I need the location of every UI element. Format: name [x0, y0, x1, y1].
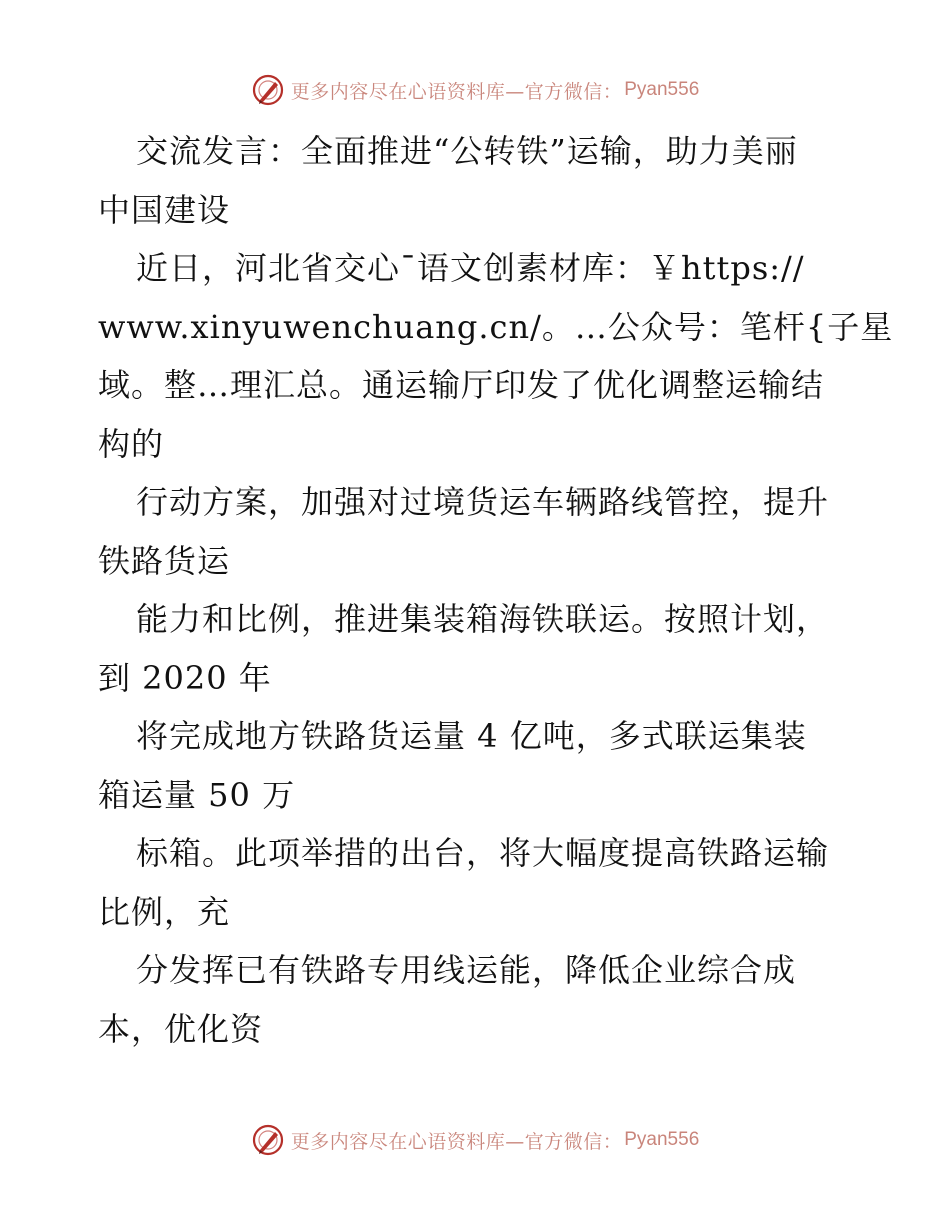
pen-circle-icon	[251, 73, 285, 107]
pen-circle-icon	[251, 1123, 285, 1157]
text-line: 到 2020 年	[98, 658, 272, 697]
text-line: 铁路货运	[98, 541, 231, 580]
text-line: 中国建设	[98, 190, 231, 229]
text-line: 能力和比例，推进集装箱海铁联运。按照计划，	[136, 600, 830, 638]
text-line: 箱运量 50 万	[98, 775, 296, 814]
header-banner	[0, 70, 950, 110]
footer-brand-text: 更多内容尽在心语资料库—官方微信：	[290, 1130, 623, 1153]
text-line: 比例，充	[98, 892, 231, 931]
document-body	[98, 122, 894, 1058]
text-line: www.xinyuwenchuang.cn/。…公众号：笔杆{子星	[98, 307, 894, 346]
footer-banner	[0, 1120, 950, 1160]
header-wechat-id: Pyan556	[624, 79, 700, 100]
text-line: 将完成地方铁路货运量 4 亿吨，多式联运集装	[136, 717, 807, 755]
text-line: 域。整…理汇总。通运输厅印发了优化调整运输结	[98, 366, 825, 404]
text-line: 构的	[98, 424, 165, 463]
footer-wechat-id: Pyan556	[624, 1129, 700, 1150]
text-line: 分发挥已有铁路专用线运能，降低企业综合成	[136, 951, 797, 989]
text-line: 交流发言：全面推进“公转铁”运输，助力美丽	[136, 132, 798, 170]
text-line: 行动方案，加强对过境货运车辆路线管控，提升	[136, 483, 830, 521]
text-line: 本，优化资	[98, 1009, 264, 1048]
text-line: 近日，河北省交心¯语文创素材库：￥https://	[136, 249, 805, 287]
text-line: 标箱。此项举措的出台，将大幅度提高铁路运输	[136, 834, 830, 872]
header-brand-text: 更多内容尽在心语资料库—官方微信：	[290, 80, 623, 103]
